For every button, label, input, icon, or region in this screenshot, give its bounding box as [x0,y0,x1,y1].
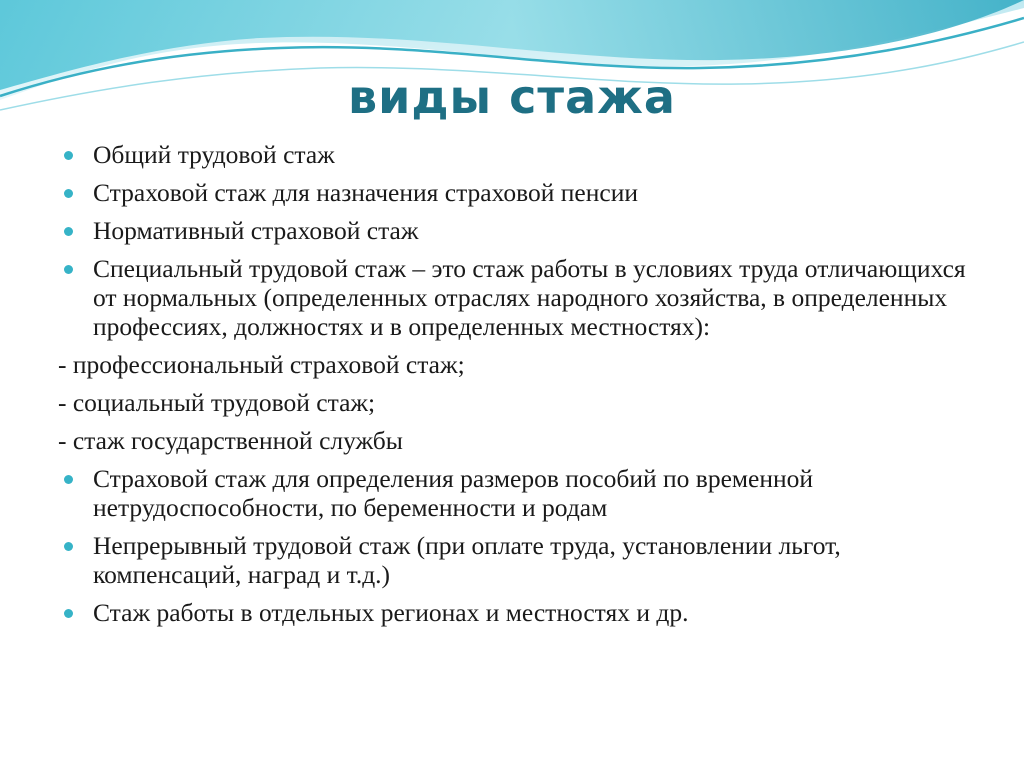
list-item-text: Нормативный страховой стаж [93,216,419,245]
list-item [58,531,988,589]
list-item [58,216,988,245]
list-item-text: Специальный трудовой стаж – это стаж работы в условиях труда отличающихся от нормальных (определенных отраслях народного хозяйства, в определенных профессиях, должностях и в определенных местностях): [93,254,966,341]
sub-item-text: - социальный трудовой стаж; [58,388,376,417]
list-item [58,140,988,169]
sub-item-text: - стаж государственной службы [58,426,403,455]
sub-item [58,426,988,455]
list-item-text: Общий трудовой стаж [93,140,335,169]
bullet-dot-icon [64,227,73,236]
bullet-dot-icon [64,475,73,484]
list-item [58,178,988,207]
sub-item [58,350,988,379]
list-item-text: Непрерывный трудовой стаж (при оплате труда, установлении льгот, компенсаций, наград и т.д.) [93,531,841,589]
list-item [58,598,988,627]
list-item-text: Страховой стаж для назначения страховой пенсии [93,178,639,207]
slide-title: виды стажа [348,70,676,124]
bullet-dot-icon [64,609,73,618]
sub-item [58,388,988,417]
sub-item-text: - профессиональный страховой стаж; [58,350,465,379]
list-item-text: Страховой стаж для определения размеров пособий по временной нетрудоспособности, по беременности и родам [93,464,814,522]
list-item [58,464,988,522]
bullet-dot-icon [64,542,73,551]
bullet-dot-icon [64,265,73,274]
bullet-dot-icon [64,189,73,198]
list-item-text: Стаж работы в отдельных регионах и местностях и др. [93,598,689,627]
content-list [58,140,988,636]
bullet-dot-icon [64,151,73,160]
list-item [58,254,988,341]
